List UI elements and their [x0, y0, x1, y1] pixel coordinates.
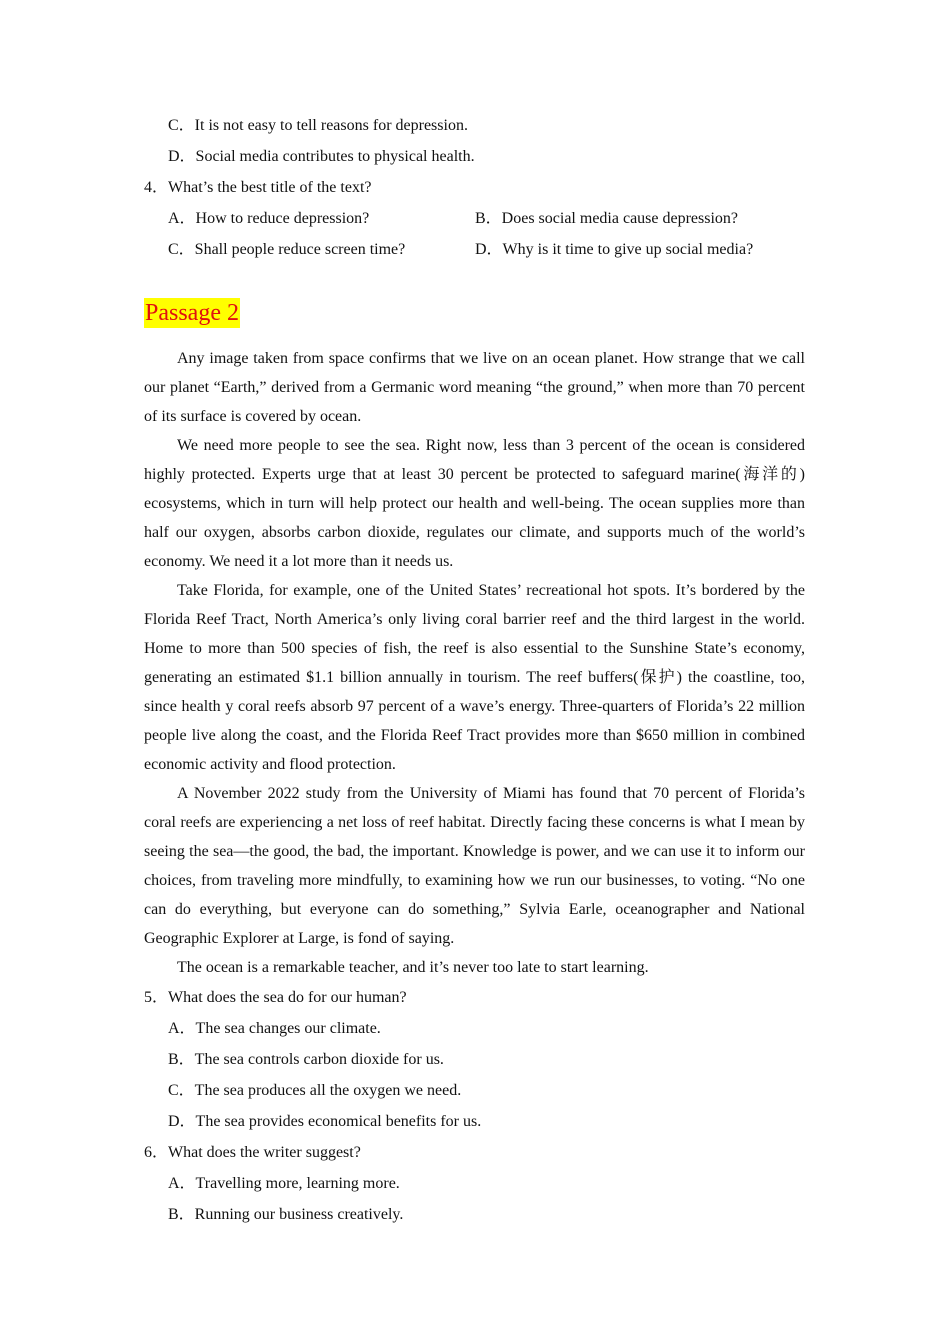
q4-option-d: D．Why is it time to give up social media?	[475, 241, 754, 258]
q5-option-b: B．The sea controls carbon dioxide for us.	[168, 1051, 444, 1068]
passage-paragraph-1: Any image taken from space confirms that we live on an ocean planet. How strange that we call our planet “Earth,” derived from a Germanic word meaning “the ground,” when more than 70 percent of its surface is covered by ocean.	[144, 350, 805, 425]
q4-options-row-2	[144, 234, 805, 265]
q5-option-a: A．The sea changes our climate.	[168, 1020, 381, 1037]
q3-option-d: D．Social media contributes to physical health.	[168, 148, 475, 165]
passage-body	[144, 344, 805, 982]
q3-option-c: C．It is not easy to tell reasons for depression.	[168, 117, 468, 134]
q4-question: 4．What’s the best title of the text?	[144, 179, 372, 196]
passage-title: Passage 2	[145, 300, 239, 326]
q5-question: 5．What does the sea do for our human?	[144, 989, 407, 1006]
document-page	[144, 0, 805, 1230]
q5-option-c: C．The sea produces all the oxygen we need.	[168, 1082, 462, 1099]
q4-option-b: B．Does social media cause depression?	[475, 210, 739, 227]
passage-paragraph-2: We need more people to see the sea. Right now, less than 3 percent of the ocean is considered highly protected. Experts urge that at least 30 percent be protected to safeguard marine(海洋的) ecosystems, which in turn will help protect our health and well-being. The ocean supplies more than half our oxygen, absorbs carbon dioxide, regulates our climate, and supports much of the world’s economy. We need it a lot more than it needs us.	[144, 437, 805, 570]
passage-paragraph-5: The ocean is a remarkable teacher, and it’s never too late to start learning.	[177, 959, 649, 976]
q5-option-d: D．The sea provides economical benefits for us.	[168, 1113, 482, 1130]
q6-option-a: A．Travelling more, learning more.	[168, 1175, 400, 1192]
q6-option-b: B．Running our business creatively.	[168, 1206, 404, 1223]
q6-question: 6．What does the writer suggest?	[144, 1144, 361, 1161]
passage-paragraph-3: Take Florida, for example, one of the United States’ recreational hot spots. It’s bordered by the Florida Reef Tract, North America’s only living coral barrier reef and the third largest in the world. Home to more than 500 species of fish, the reef is also essential to the Sunshine State’s economy, generating an estimated $1.1 billion annually in tourism. The reef buffers(保护) the coastline, too, since health y coral reefs absorb 97 percent of a wave’s energy. Three-quarters of Florida’s 22 million people live along the coast, and the Florida Reef Tract provides more than $650 million in combined economic activity and flood protection.	[144, 582, 805, 773]
q4-options-row-1	[144, 203, 805, 234]
q4-option-a: A．How to reduce depression?	[168, 210, 370, 227]
passage-paragraph-4: A November 2022 study from the University of Miami has found that 70 percent of Florida’s coral reefs are experiencing a net loss of reef habitat. Directly facing these concerns is what I mean by seeing the sea—the good, the bad, the important. Knowledge is power, and we can use it to inform our choices, from traveling more mindfully, to examining how we run our businesses, to voting. “No one can do everything, but everyone can do something,” Sylvia Earle, oceanographer and National Geographic Explorer at Large, is fond of saying.	[144, 785, 805, 947]
q4-option-c: C．Shall people reduce screen time?	[168, 241, 406, 258]
